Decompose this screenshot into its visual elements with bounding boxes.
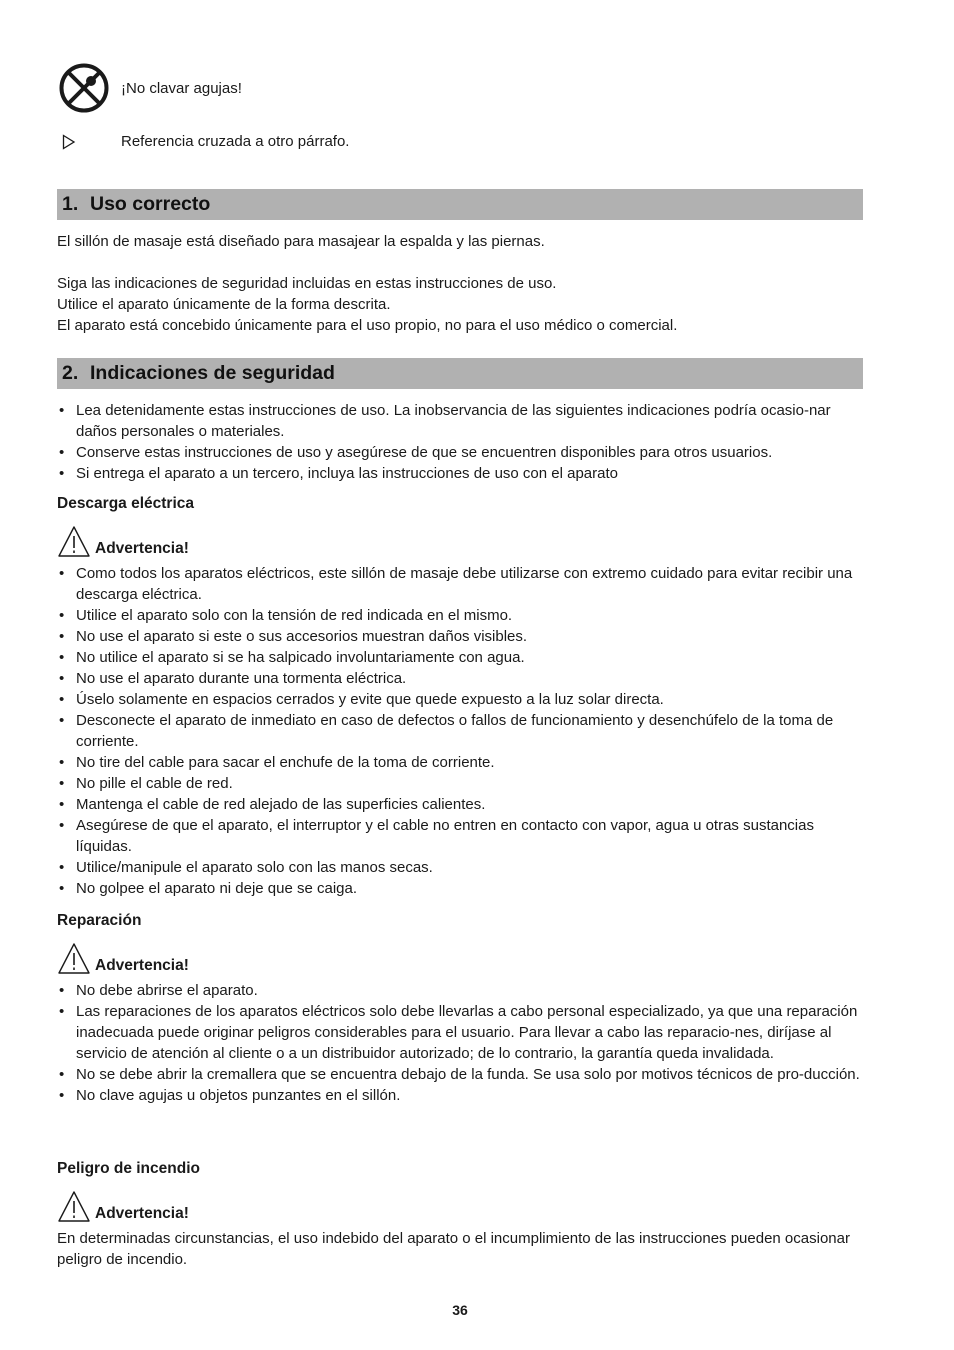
electric-warning: [57, 525, 189, 558]
repair-bullet-list: [57, 980, 867, 1106]
electric-bullet-list: [57, 563, 867, 899]
warning-label: Advertencia!: [95, 1205, 189, 1222]
warning-triangle-icon: [57, 1190, 91, 1223]
repair-warning: [57, 942, 189, 975]
list-item: • No debe abrirse el aparato.: [57, 980, 867, 1001]
list-item: • Conserve estas instrucciones de uso y asegúrese de que se encuentren disponibles para otros usuarios.: [57, 442, 867, 463]
section-1-paragraph-1: [57, 231, 867, 252]
fire-paragraph: [57, 1228, 867, 1270]
cross-reference-label: Referencia cruzada a otro párrafo.: [121, 133, 350, 150]
section-1-header: [57, 189, 863, 220]
list-item: • Si entrega el aparato a un tercero, incluya las instrucciones de uso con el aparato: [57, 463, 867, 484]
list-item: • Desconecte el aparato de inmediato en caso de defectos o fallos de funcionamiento y desenchúfelo de la toma de corriente.: [57, 710, 867, 752]
list-item: • No se debe abrir la cremallera que se encuentra debajo de la funda. Se usa solo por motivos técnicos de pro-ducción.: [57, 1064, 867, 1085]
section-1-title: Uso correcto: [90, 193, 211, 215]
fire-hazard-heading: Peligro de incendio: [57, 1160, 200, 1177]
section-2-header: [57, 358, 863, 389]
list-item: • No golpee el aparato ni deje que se caiga.: [57, 878, 867, 899]
fire-warning: [57, 1190, 189, 1223]
section-1-line: El aparato está concebido únicamente para el uso propio, no para el uso médico o comercial.: [57, 317, 678, 334]
list-item: • Asegúrese de que el aparato, el interruptor y el cable no entren en contacto con vapor, agua u otras sustancias líquidas.: [57, 815, 867, 857]
warning-triangle-icon: [57, 525, 91, 558]
no-needles-symbol-row: [58, 62, 242, 114]
list-item: • Las reparaciones de los aparatos eléctricos solo debe llevarlas a cabo personal especializado, ya que una reparación inadecuada puede originar peligros considerables para el usuario. Para llevar a cabo las reparacio-nes, diríjase al servicio de atención al cliente o a un distribuidor autorizado; de lo contrario, la garantía queda invalidada.: [57, 1001, 867, 1064]
repair-heading: Reparación: [57, 912, 142, 929]
section-1-line: Siga las indicaciones de seguridad incluidas en estas instrucciones de uso.: [57, 275, 557, 292]
list-item: • Úselo solamente en espacios cerrados y evite que quede expuesto a la luz solar directa.: [57, 689, 867, 710]
list-item: • No use el aparato durante una tormenta eléctrica.: [57, 668, 867, 689]
warning-triangle-icon: [57, 942, 91, 975]
warning-label: Advertencia!: [95, 540, 189, 557]
list-item: • No utilice el aparato si se ha salpicado involuntariamente con agua.: [57, 647, 867, 668]
list-item: • No tire del cable para sacar el enchufe de la toma de corriente.: [57, 752, 867, 773]
section-1-text: El sillón de masaje está diseñado para masajear la espalda y las piernas.: [57, 233, 545, 250]
list-item: • No use el aparato si este o sus accesorios muestran daños visibles.: [57, 626, 867, 647]
no-needles-icon: [58, 62, 110, 114]
list-item: • No clave agujas u objetos punzantes en el sillón.: [57, 1085, 867, 1106]
list-item: • Utilice/manipule el aparato solo con las manos secas.: [57, 857, 867, 878]
warning-label: Advertencia!: [95, 957, 189, 974]
no-needles-label: ¡No clavar agujas!: [121, 79, 242, 97]
section-1-number: 1.: [62, 193, 79, 215]
list-item: • Lea detenidamente estas instrucciones de uso. La inobservancia de las siguientes indicaciones podría ocasio-nar daños personales o materiales.: [57, 400, 867, 442]
electric-shock-heading: Descarga eléctrica: [57, 495, 195, 512]
section-1-paragraph-2: [57, 273, 867, 336]
cross-reference-arrow-icon: [62, 134, 76, 150]
section-2-number: 2.: [62, 362, 79, 384]
list-item: • No pille el cable de red.: [57, 773, 867, 794]
list-item: • Utilice el aparato solo con la tensión de red indicada en el mismo.: [57, 605, 867, 626]
page-number: 36: [452, 1302, 468, 1318]
fire-text: En determinadas circunstancias, el uso indebido del aparato o el incumplimiento de las instrucciones pueden ocasionar peligro de incendio.: [57, 1230, 850, 1268]
list-item: • Como todos los aparatos eléctricos, este sillón de masaje debe utilizarse con extremo cuidado para evitar recibir una descarga eléctrica.: [57, 563, 867, 605]
section-1-line: Utilice el aparato únicamente de la forma descrita.: [57, 296, 391, 313]
list-item: • Mantenga el cable de red alejado de las superficies calientes.: [57, 794, 867, 815]
intro-bullet-list: [57, 400, 867, 484]
section-2-title: Indicaciones de seguridad: [90, 362, 335, 384]
